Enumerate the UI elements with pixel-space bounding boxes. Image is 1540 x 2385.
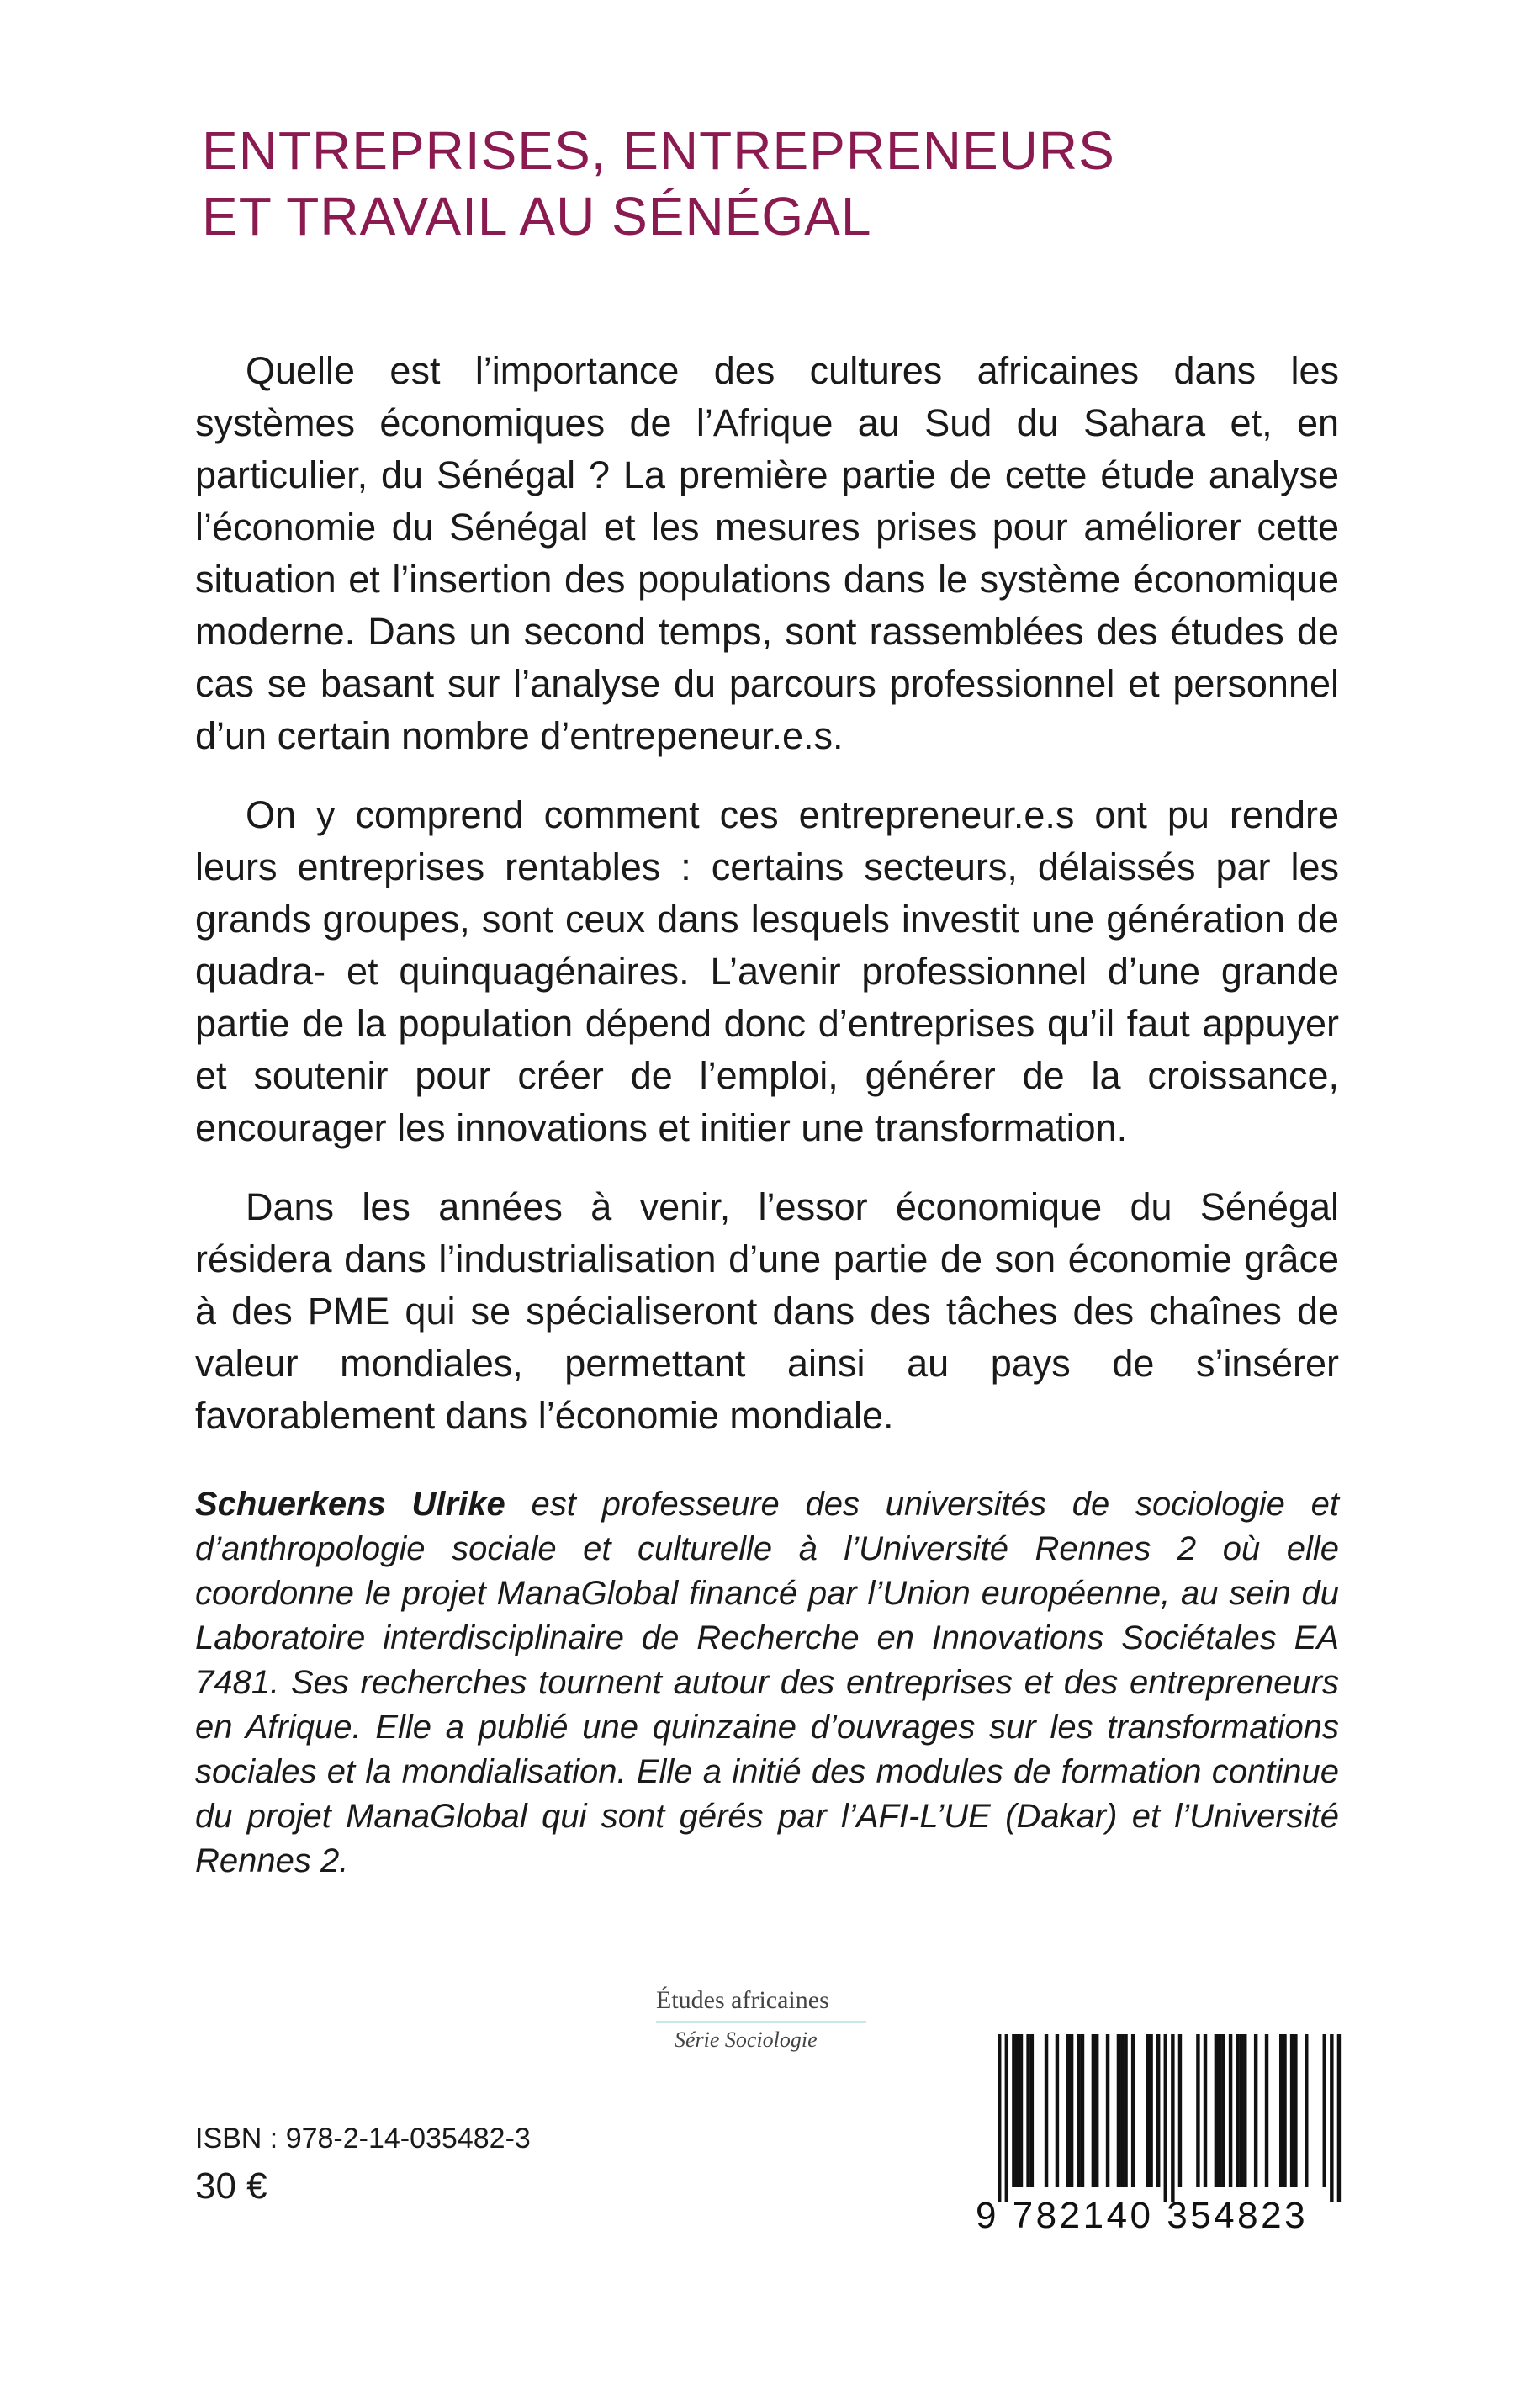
barcode-bar bbox=[1030, 2034, 1034, 2187]
barcode-bar bbox=[1290, 2034, 1294, 2187]
barcode-bar bbox=[1117, 2034, 1120, 2187]
barcode-bar bbox=[1254, 2034, 1257, 2187]
barcode-bar bbox=[1337, 2034, 1341, 2202]
barcode-bar bbox=[1221, 2034, 1225, 2187]
barcode-bar bbox=[1005, 2034, 1008, 2202]
back-cover-blurb bbox=[195, 345, 1339, 1469]
barcode-bar bbox=[1330, 2034, 1333, 2202]
barcode-bar bbox=[1229, 2034, 1232, 2187]
barcode-bar bbox=[1204, 2034, 1207, 2187]
barcode-bar bbox=[1077, 2034, 1080, 2187]
barcode-bar bbox=[1066, 2034, 1070, 2187]
author-name: Schuerkens Ulrike bbox=[195, 1486, 505, 1523]
book-title-line-2: ET TRAVAIL AU SÉNÉGAL bbox=[202, 186, 872, 246]
barcode-bar bbox=[1164, 2034, 1167, 2202]
barcode-bar bbox=[1056, 2034, 1059, 2187]
barcode-bar bbox=[1156, 2034, 1160, 2187]
barcode-bars bbox=[976, 2034, 1346, 2202]
author-biography bbox=[195, 1482, 1339, 1884]
barcode-bar bbox=[1279, 2034, 1283, 2187]
barcode-bar bbox=[1215, 2034, 1218, 2187]
barcode-bar bbox=[1045, 2034, 1048, 2187]
barcode bbox=[976, 2034, 1346, 2236]
series-subseries: Série Sociologie bbox=[675, 2027, 818, 2052]
barcode-bar bbox=[1015, 2034, 1019, 2187]
barcode-bar bbox=[1243, 2034, 1246, 2187]
barcode-bar bbox=[1019, 2034, 1023, 2187]
blurb-paragraph-2: On y comprend comment ces entrepreneur.e.s ont pu rendre leurs entreprises rentables : certains secteurs, délaissés par les grands groupes, sont ceux dans lesquels investit une génération de quadra- et quinquagénaires. L’avenir professionnel d’une grande partie de la population dépend donc d’entreprises qu’il faut appuyer et soutenir pour créer de l’emploi, générer de la croissance, encourager les innovations et initier une transformation. bbox=[195, 793, 1339, 1149]
book-title bbox=[202, 118, 1379, 249]
blurb-paragraph-3: Dans les années à venir, l’essor économique du Sénégal résidera dans l’industrialisation d’une partie de son économie grâce à des PME qui se spécialiseront dans des tâches des chaînes de valeur mondiales, permettant ainsi au pays de s’insérer favorablement dans l’économie mondiale. bbox=[195, 1185, 1339, 1437]
barcode-bar bbox=[1070, 2034, 1073, 2187]
isbn: ISBN : 978-2-14-035482-3 bbox=[195, 2123, 531, 2154]
barcode-bar bbox=[1120, 2034, 1124, 2187]
barcode-bar bbox=[1178, 2034, 1182, 2187]
book-title-line-1: ENTREPRISES, ENTREPRENEURS bbox=[202, 120, 1115, 181]
price: 30 € bbox=[195, 2165, 267, 2207]
barcode-bar bbox=[1305, 2034, 1308, 2187]
barcode-bar bbox=[1283, 2034, 1286, 2187]
barcode-bar bbox=[1294, 2034, 1297, 2187]
barcode-bar bbox=[1106, 2034, 1109, 2187]
series-name: Études africaines bbox=[656, 1984, 866, 2023]
barcode-bar bbox=[1240, 2034, 1243, 2187]
barcode-bar bbox=[1012, 2034, 1015, 2187]
barcode-digits: 9 782140 354823 bbox=[976, 2195, 1309, 2236]
barcode-bar bbox=[1236, 2034, 1239, 2187]
series-logo bbox=[656, 1984, 866, 2057]
barcode-bar bbox=[1323, 2034, 1326, 2187]
barcode-bar bbox=[1095, 2034, 1098, 2187]
barcode-bar bbox=[1081, 2034, 1084, 2187]
author-bio-text: est professeure des universités de sociologie et d’anthropologie sociale et culturelle à l’Université Rennes 2 où elle coordonne le projet ManaGlobal financé par l’Union européenne, au sein du Laboratoire interdisciplinaire de Recherche en Innovations Sociétales EA 7481. Ses recherches tournent autour des entreprises et des entrepreneurs en Afrique. Elle a publié une quinzaine d’ouvrages sur les transformations sociales et la mondialisation. Elle a initié des modules de formation continue du projet ManaGlobal qui sont gérés par l’AFI-L’UE (Dakar) et l’Université Rennes 2. bbox=[195, 1486, 1339, 1879]
barcode-bar bbox=[1092, 2034, 1095, 2187]
barcode-bar bbox=[1265, 2034, 1268, 2187]
barcode-bar bbox=[1149, 2034, 1152, 2187]
barcode-bar bbox=[1171, 2034, 1174, 2202]
barcode-bar bbox=[1131, 2034, 1135, 2187]
barcode-bar bbox=[1146, 2034, 1149, 2187]
barcode-bar bbox=[1196, 2034, 1199, 2187]
blurb-paragraph-1: Quelle est l’importance des cultures africaines dans les systèmes économiques de l’Afrique au Sud du Sahara et, en particulier, du Sénégal ? La première partie de cette étude analyse l’économie du Sénégal et les mesures prises pour améliorer cette situation et l’insertion des populations dans le système économique moderne. Dans un second temps, sont rassemblées des études de cas se basant sur l’analyse du parcours professionnel et personnel d’un certain nombre d’entrepeneur.e.s. bbox=[195, 349, 1339, 757]
barcode-bar bbox=[1124, 2034, 1127, 2187]
barcode-bar bbox=[1026, 2034, 1029, 2187]
barcode-bar bbox=[1218, 2034, 1221, 2187]
barcode-bar bbox=[998, 2034, 1001, 2202]
